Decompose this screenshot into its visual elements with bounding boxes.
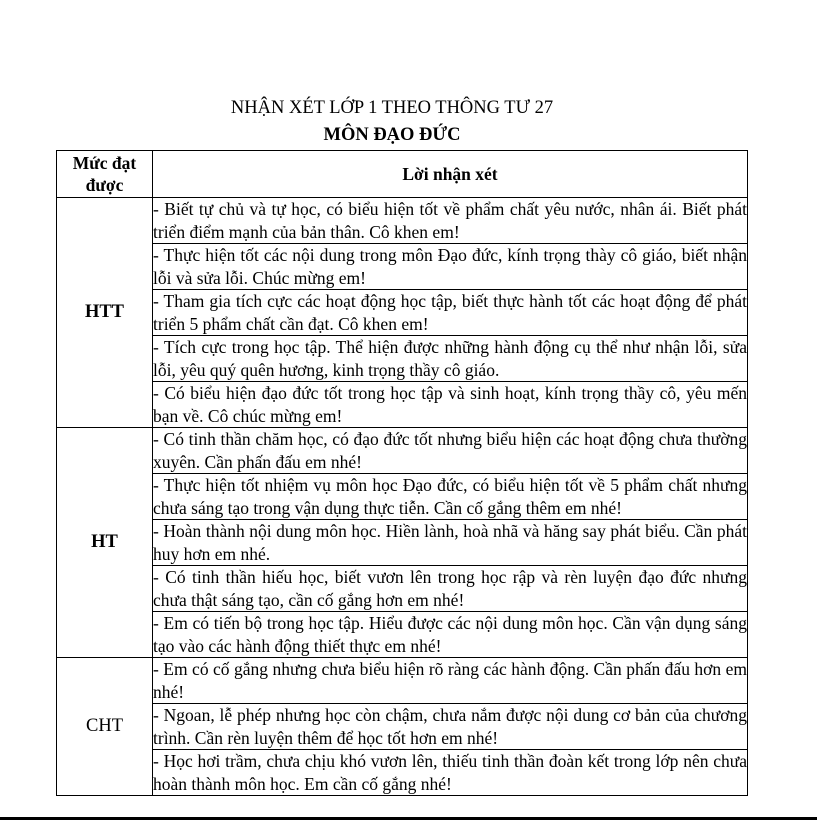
comment-cell: - Có tinh thần chăm học, có đạo đức tốt nhưng biểu hiện các hoạt động chưa thường xuyên. Cần phấn đấu em nhé! [153, 429, 747, 472]
table-row [57, 566, 748, 612]
header-level: Mức đạt được [57, 151, 153, 198]
comment-cell: - Tham gia tích cực các hoạt động học tập, biết thực hành tốt các hoạt động để phát triển 5 phẩm chất cần đạt. Cô khen em! [153, 291, 747, 334]
table-row [57, 290, 748, 336]
table-row [57, 750, 748, 796]
comment-table [56, 150, 748, 796]
comment-cell: - Em có tiến bộ trong học tập. Hiểu được các nội dung môn học. Cần vận dụng sáng tạo vào các hành động thiết thực em nhé! [153, 613, 747, 656]
header-comment: Lời nhận xét [153, 151, 748, 198]
table-row [57, 382, 748, 428]
level-ht: HT [57, 428, 153, 658]
comment-cell: - Thực hiện tốt nhiệm vụ môn học Đạo đức, có biểu hiện tốt về 5 phẩm chất nhưng chưa sáng tạo trong vận dụng thực tiễn. Cần cố gắng thêm em nhé! [153, 475, 747, 518]
table-row [57, 336, 748, 382]
comment-cell: - Học hơi trầm, chưa chịu khó vươn lên, thiếu tinh thần đoàn kết trong lớp nên chưa hoàn thành môn học. Em cần cố gắng nhé! [153, 751, 747, 794]
comment-cell: - Tích cực trong học tập. Thể hiện được những hành động cụ thể như nhận lỗi, sửa lỗi, yêu quý quên hương, kinh trọng thầy cô giáo. [153, 337, 747, 380]
level-htt: HTT [57, 198, 153, 428]
comment-cell: - Em có cố gắng nhưng chưa biểu hiện rõ ràng các hành động. Cần phấn đấu hơn em nhé! [153, 659, 747, 702]
table-row [57, 704, 748, 750]
document-title: NHẬN XÉT LỚP 1 THEO THÔNG TƯ 27 [230, 98, 554, 118]
comment-cell: - Ngoan, lễ phép nhưng học còn chậm, chưa nắm được nội dung cơ bản của chương trình. Cần rèn luyện thêm để học tốt hơn em nhé! [153, 705, 747, 748]
level-cht: CHT [57, 658, 153, 796]
table-row [57, 244, 748, 290]
comment-cell: - Có biểu hiện đạo đức tốt trong học tập và sinh hoạt, kính trọng thầy cô, yêu mến bạn về. Cô chúc mừng em! [153, 383, 747, 426]
table-header-row [57, 151, 748, 198]
table-row [57, 474, 748, 520]
table-row [57, 198, 748, 244]
table-row [57, 612, 748, 658]
comment-cell: - Hoàn thành nội dung môn học. Hiền lành, hoà nhã và hăng say phát biểu. Cần phát huy hơn em nhé. [153, 521, 747, 564]
comment-cell: - Có tinh thần hiếu học, biết vươn lên trong học rập và rèn luyện đạo đức nhưng chưa thật sáng tạo, cần cố gắng hơn em nhé! [153, 567, 747, 610]
table-row [57, 658, 748, 704]
table-row [57, 428, 748, 474]
table-row [57, 520, 748, 566]
document-subtitle: MÔN ĐẠO ĐỨC [323, 125, 461, 145]
comment-cell: - Biết tự chủ và tự học, có biểu hiện tốt về phẩm chất yêu nước, nhân ái. Biết phát triển điểm mạnh của bản thân. Cô khen em! [153, 199, 747, 242]
comment-cell: - Thực hiện tốt các nội dung trong môn Đạo đức, kính trọng thày cô giáo, biết nhận lỗi và sửa lỗi. Chúc mừng em! [153, 245, 747, 288]
